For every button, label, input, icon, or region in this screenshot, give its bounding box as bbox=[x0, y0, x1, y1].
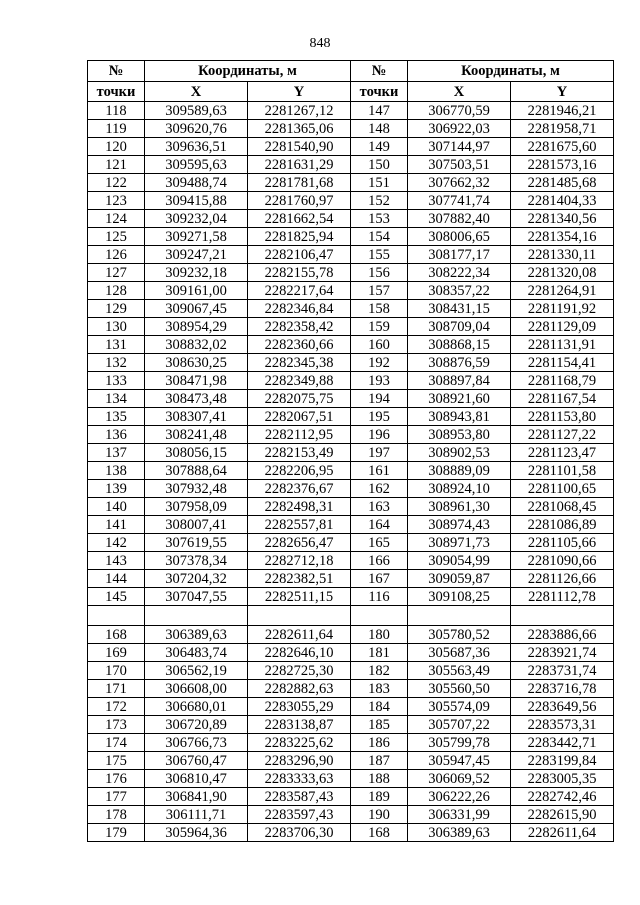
y-coordinate-cell: 2283716,78 bbox=[511, 680, 614, 698]
point-number-cell: 160 bbox=[351, 336, 408, 354]
point-number-cell: 193 bbox=[351, 372, 408, 390]
point-number-cell: 122 bbox=[88, 174, 145, 192]
x-coordinate-cell: 308943,81 bbox=[408, 408, 511, 426]
num-header-right: № bbox=[351, 61, 408, 82]
x-coordinate-cell: 305964,36 bbox=[145, 824, 248, 842]
x-coordinate-cell: 308056,15 bbox=[145, 444, 248, 462]
x-coordinate-cell: 309054,99 bbox=[408, 552, 511, 570]
y-coordinate-cell: 2282067,51 bbox=[248, 408, 351, 426]
point-number-cell: 178 bbox=[88, 806, 145, 824]
x-coordinate-cell: 308471,98 bbox=[145, 372, 248, 390]
table-row bbox=[88, 444, 614, 462]
y-coordinate-cell: 2281086,89 bbox=[511, 516, 614, 534]
x-coordinate-cell: 308924,10 bbox=[408, 480, 511, 498]
y-coordinate-cell: 2281105,66 bbox=[511, 534, 614, 552]
x-coordinate-cell: 308974,43 bbox=[408, 516, 511, 534]
y-coordinate-cell: 2281112,78 bbox=[511, 588, 614, 606]
page-number: 848 bbox=[309, 36, 331, 51]
point-number-cell: 128 bbox=[88, 282, 145, 300]
y-coordinate-cell: 2282382,51 bbox=[248, 570, 351, 588]
y-coordinate-cell: 2281123,47 bbox=[511, 444, 614, 462]
x-coordinate-cell: 306608,00 bbox=[145, 680, 248, 698]
y-coordinate-cell: 2281264,91 bbox=[511, 282, 614, 300]
table-row bbox=[88, 372, 614, 390]
y-coordinate-cell: 2282349,88 bbox=[248, 372, 351, 390]
table-row bbox=[88, 824, 614, 842]
x-coordinate-cell: 306389,63 bbox=[408, 824, 511, 842]
table-row bbox=[88, 174, 614, 192]
x-coordinate-cell: 308241,48 bbox=[145, 426, 248, 444]
point-number-cell: 133 bbox=[88, 372, 145, 390]
table-row bbox=[88, 680, 614, 698]
x-header-left: X bbox=[145, 82, 248, 102]
y-coordinate-cell: 2282153,49 bbox=[248, 444, 351, 462]
y-coordinate-cell: 2283333,63 bbox=[248, 770, 351, 788]
x-coordinate-cell: 306680,01 bbox=[145, 698, 248, 716]
table-row bbox=[88, 716, 614, 734]
table-row bbox=[88, 752, 614, 770]
y-coordinate-cell: 2282376,67 bbox=[248, 480, 351, 498]
y-header-left: Y bbox=[248, 82, 351, 102]
point-number-cell: 140 bbox=[88, 498, 145, 516]
y-coordinate-cell: 2282712,18 bbox=[248, 552, 351, 570]
y-coordinate-cell: 2281946,21 bbox=[511, 102, 614, 120]
y-coordinate-cell: 2283706,30 bbox=[248, 824, 351, 842]
y-coordinate-cell: 2282498,31 bbox=[248, 498, 351, 516]
y-coordinate-cell: 2281825,94 bbox=[248, 228, 351, 246]
x-coordinate-cell: 307958,09 bbox=[145, 498, 248, 516]
x-coordinate-cell: 305799,78 bbox=[408, 734, 511, 752]
x-coordinate-cell: 305574,09 bbox=[408, 698, 511, 716]
table-row bbox=[88, 480, 614, 498]
table-row bbox=[88, 426, 614, 444]
y-coordinate-cell: 2282646,10 bbox=[248, 644, 351, 662]
y-coordinate-cell: 2282217,64 bbox=[248, 282, 351, 300]
point-number-cell: 167 bbox=[351, 570, 408, 588]
x-coordinate-cell: 305560,50 bbox=[408, 680, 511, 698]
y-coordinate-cell: 2282360,66 bbox=[248, 336, 351, 354]
y-coordinate-cell: 2281760,97 bbox=[248, 192, 351, 210]
point-number-cell: 150 bbox=[351, 156, 408, 174]
coords-header-right: Координаты, м bbox=[408, 61, 614, 82]
point-number-cell: 170 bbox=[88, 662, 145, 680]
x-coordinate-cell: 308902,53 bbox=[408, 444, 511, 462]
y-coordinate-cell: 2281330,11 bbox=[511, 246, 614, 264]
point-number-cell: 195 bbox=[351, 408, 408, 426]
x-coordinate-cell: 308222,34 bbox=[408, 264, 511, 282]
y-coordinate-cell: 2282656,47 bbox=[248, 534, 351, 552]
point-number-cell: 136 bbox=[88, 426, 145, 444]
x-coordinate-cell: 309161,00 bbox=[145, 282, 248, 300]
point-number-cell: 184 bbox=[351, 698, 408, 716]
point-number-cell: 126 bbox=[88, 246, 145, 264]
point-number-cell: 179 bbox=[88, 824, 145, 842]
point-number-cell: 129 bbox=[88, 300, 145, 318]
x-coordinate-cell: 308954,29 bbox=[145, 318, 248, 336]
x-coordinate-cell: 308961,30 bbox=[408, 498, 511, 516]
table-row bbox=[88, 662, 614, 680]
y-coordinate-cell: 2282112,95 bbox=[248, 426, 351, 444]
point-number-cell: 189 bbox=[351, 788, 408, 806]
x-coordinate-cell: 307378,34 bbox=[145, 552, 248, 570]
x-coordinate-cell: 308889,09 bbox=[408, 462, 511, 480]
x-header-right: X bbox=[408, 82, 511, 102]
y-coordinate-cell: 2281127,22 bbox=[511, 426, 614, 444]
point-number-cell: 139 bbox=[88, 480, 145, 498]
x-coordinate-cell: 306770,59 bbox=[408, 102, 511, 120]
table-row bbox=[88, 210, 614, 228]
x-coordinate-cell: 306222,26 bbox=[408, 788, 511, 806]
table-row bbox=[88, 698, 614, 716]
point-number-cell: 134 bbox=[88, 390, 145, 408]
x-coordinate-cell: 308897,84 bbox=[408, 372, 511, 390]
point-number-cell: 135 bbox=[88, 408, 145, 426]
table-row bbox=[88, 516, 614, 534]
point-number-cell: 166 bbox=[351, 552, 408, 570]
x-coordinate-cell: 308307,41 bbox=[145, 408, 248, 426]
y-coordinate-cell: 2282155,78 bbox=[248, 264, 351, 282]
y-coordinate-cell: 2281485,68 bbox=[511, 174, 614, 192]
x-coordinate-cell: 308007,41 bbox=[145, 516, 248, 534]
point-number-cell: 138 bbox=[88, 462, 145, 480]
y-coordinate-cell: 2281320,08 bbox=[511, 264, 614, 282]
x-coordinate-cell: 305947,45 bbox=[408, 752, 511, 770]
table-row bbox=[88, 788, 614, 806]
num-header-left: № bbox=[88, 61, 145, 82]
x-coordinate-cell: 308473,48 bbox=[145, 390, 248, 408]
y-coordinate-cell: 2282611,64 bbox=[248, 626, 351, 644]
point-number-cell: 175 bbox=[88, 752, 145, 770]
point-number-cell: 194 bbox=[351, 390, 408, 408]
point-number-cell: 137 bbox=[88, 444, 145, 462]
point-number-cell: 143 bbox=[88, 552, 145, 570]
table-row bbox=[88, 644, 614, 662]
table-row bbox=[88, 570, 614, 588]
y-coordinate-cell: 2283005,35 bbox=[511, 770, 614, 788]
table-row bbox=[88, 552, 614, 570]
y-coordinate-cell: 2281168,79 bbox=[511, 372, 614, 390]
point-number-cell: 165 bbox=[351, 534, 408, 552]
x-coordinate-cell: 308630,25 bbox=[145, 354, 248, 372]
x-coordinate-cell: 307204,32 bbox=[145, 570, 248, 588]
x-coordinate-cell: 307619,55 bbox=[145, 534, 248, 552]
point-number-cell: 124 bbox=[88, 210, 145, 228]
x-coordinate-cell: 308832,02 bbox=[145, 336, 248, 354]
x-coordinate-cell: 307882,40 bbox=[408, 210, 511, 228]
blank-row bbox=[88, 606, 614, 626]
y-coordinate-cell: 2282615,90 bbox=[511, 806, 614, 824]
x-coordinate-cell: 308357,22 bbox=[408, 282, 511, 300]
point-number-cell: 149 bbox=[351, 138, 408, 156]
point-number-cell: 151 bbox=[351, 174, 408, 192]
y-coordinate-cell: 2282106,47 bbox=[248, 246, 351, 264]
x-coordinate-cell: 309059,87 bbox=[408, 570, 511, 588]
y-coordinate-cell: 2281191,92 bbox=[511, 300, 614, 318]
x-coordinate-cell: 306720,89 bbox=[145, 716, 248, 734]
x-coordinate-cell: 306069,52 bbox=[408, 770, 511, 788]
point-number-cell: 131 bbox=[88, 336, 145, 354]
y-coordinate-cell: 2281267,12 bbox=[248, 102, 351, 120]
point-number-cell: 121 bbox=[88, 156, 145, 174]
point-number-cell: 144 bbox=[88, 570, 145, 588]
x-coordinate-cell: 309620,76 bbox=[145, 120, 248, 138]
y-coordinate-cell: 2281675,60 bbox=[511, 138, 614, 156]
y-coordinate-cell: 2282345,38 bbox=[248, 354, 351, 372]
point-number-cell: 158 bbox=[351, 300, 408, 318]
point-number-cell: 168 bbox=[351, 824, 408, 842]
table-row bbox=[88, 300, 614, 318]
y-coordinate-cell: 2283199,84 bbox=[511, 752, 614, 770]
table-row bbox=[88, 588, 614, 606]
y-coordinate-cell: 2282611,64 bbox=[511, 824, 614, 842]
x-coordinate-cell: 307932,48 bbox=[145, 480, 248, 498]
table-row bbox=[88, 770, 614, 788]
point-number-cell: 142 bbox=[88, 534, 145, 552]
point-number-cell: 132 bbox=[88, 354, 145, 372]
table-row bbox=[88, 318, 614, 336]
y-coordinate-cell: 2281958,71 bbox=[511, 120, 614, 138]
x-coordinate-cell: 306810,47 bbox=[145, 770, 248, 788]
x-coordinate-cell: 309067,45 bbox=[145, 300, 248, 318]
y-coordinate-cell: 2283649,56 bbox=[511, 698, 614, 716]
y-coordinate-cell: 2281781,68 bbox=[248, 174, 351, 192]
table-row bbox=[88, 390, 614, 408]
table-row bbox=[88, 806, 614, 824]
x-coordinate-cell: 308953,80 bbox=[408, 426, 511, 444]
y-coordinate-cell: 2281154,41 bbox=[511, 354, 614, 372]
table-row bbox=[88, 336, 614, 354]
point-number-cell: 181 bbox=[351, 644, 408, 662]
point-number-cell: 127 bbox=[88, 264, 145, 282]
point-number-cell: 125 bbox=[88, 228, 145, 246]
x-coordinate-cell: 306483,74 bbox=[145, 644, 248, 662]
x-coordinate-cell: 308177,17 bbox=[408, 246, 511, 264]
coordinates-block-2 bbox=[88, 626, 614, 842]
x-coordinate-cell: 306841,90 bbox=[145, 788, 248, 806]
x-coordinate-cell: 308971,73 bbox=[408, 534, 511, 552]
point-number-cell: 154 bbox=[351, 228, 408, 246]
point-number-cell: 176 bbox=[88, 770, 145, 788]
table-row bbox=[88, 354, 614, 372]
y-coordinate-cell: 2283138,87 bbox=[248, 716, 351, 734]
y-coordinate-cell: 2281101,58 bbox=[511, 462, 614, 480]
table-row bbox=[88, 192, 614, 210]
x-coordinate-cell: 306760,47 bbox=[145, 752, 248, 770]
y-coordinate-cell: 2281573,16 bbox=[511, 156, 614, 174]
table-row bbox=[88, 282, 614, 300]
x-coordinate-cell: 309488,74 bbox=[145, 174, 248, 192]
y-coordinate-cell: 2281129,09 bbox=[511, 318, 614, 336]
x-coordinate-cell: 305687,36 bbox=[408, 644, 511, 662]
y-coordinate-cell: 2283921,74 bbox=[511, 644, 614, 662]
x-coordinate-cell: 307888,64 bbox=[145, 462, 248, 480]
table-row bbox=[88, 462, 614, 480]
table-row bbox=[88, 498, 614, 516]
y-coordinate-cell: 2281167,54 bbox=[511, 390, 614, 408]
point-number-cell: 177 bbox=[88, 788, 145, 806]
point-number-cell: 162 bbox=[351, 480, 408, 498]
point-number-cell: 172 bbox=[88, 698, 145, 716]
x-coordinate-cell: 308921,60 bbox=[408, 390, 511, 408]
table-row bbox=[88, 264, 614, 282]
point-number-cell: 164 bbox=[351, 516, 408, 534]
table-row bbox=[88, 626, 614, 644]
y-coordinate-cell: 2281404,33 bbox=[511, 192, 614, 210]
x-coordinate-cell: 308876,59 bbox=[408, 354, 511, 372]
x-coordinate-cell: 308868,15 bbox=[408, 336, 511, 354]
table-row bbox=[88, 120, 614, 138]
y-coordinate-cell: 2281365,06 bbox=[248, 120, 351, 138]
point-number-cell: 169 bbox=[88, 644, 145, 662]
x-coordinate-cell: 306766,73 bbox=[145, 734, 248, 752]
coords-header-left: Координаты, м bbox=[145, 61, 351, 82]
point-number-cell: 118 bbox=[88, 102, 145, 120]
y-coordinate-cell: 2282725,30 bbox=[248, 662, 351, 680]
point-number-cell: 168 bbox=[88, 626, 145, 644]
y-coordinate-cell: 2281153,80 bbox=[511, 408, 614, 426]
point-number-cell: 174 bbox=[88, 734, 145, 752]
y-coordinate-cell: 2282557,81 bbox=[248, 516, 351, 534]
x-coordinate-cell: 307741,74 bbox=[408, 192, 511, 210]
y-coordinate-cell: 2282206,95 bbox=[248, 462, 351, 480]
y-coordinate-cell: 2283442,71 bbox=[511, 734, 614, 752]
point-number-cell: 163 bbox=[351, 498, 408, 516]
x-coordinate-cell: 309595,63 bbox=[145, 156, 248, 174]
y-coordinate-cell: 2281100,65 bbox=[511, 480, 614, 498]
point-number-cell: 145 bbox=[88, 588, 145, 606]
table-row bbox=[88, 138, 614, 156]
table-row bbox=[88, 734, 614, 752]
table-row bbox=[88, 534, 614, 552]
x-coordinate-cell: 308709,04 bbox=[408, 318, 511, 336]
y-coordinate-cell: 2281340,56 bbox=[511, 210, 614, 228]
point-number-cell: 123 bbox=[88, 192, 145, 210]
point-label-left: точки bbox=[88, 82, 145, 102]
y-coordinate-cell: 2281662,54 bbox=[248, 210, 351, 228]
point-number-cell: 182 bbox=[351, 662, 408, 680]
y-coordinate-cell: 2283296,90 bbox=[248, 752, 351, 770]
x-coordinate-cell: 306922,03 bbox=[408, 120, 511, 138]
point-number-cell: 148 bbox=[351, 120, 408, 138]
point-number-cell: 190 bbox=[351, 806, 408, 824]
x-coordinate-cell: 309108,25 bbox=[408, 588, 511, 606]
point-number-cell: 155 bbox=[351, 246, 408, 264]
x-coordinate-cell: 305563,49 bbox=[408, 662, 511, 680]
point-number-cell: 161 bbox=[351, 462, 408, 480]
y-coordinate-cell: 2281540,90 bbox=[248, 138, 351, 156]
x-coordinate-cell: 309247,21 bbox=[145, 246, 248, 264]
point-number-cell: 156 bbox=[351, 264, 408, 282]
point-number-cell: 192 bbox=[351, 354, 408, 372]
coordinates-block-1 bbox=[88, 102, 614, 606]
x-coordinate-cell: 309636,51 bbox=[145, 138, 248, 156]
point-number-cell: 120 bbox=[88, 138, 145, 156]
y-coordinate-cell: 2281354,16 bbox=[511, 228, 614, 246]
x-coordinate-cell: 308006,65 bbox=[408, 228, 511, 246]
table-row bbox=[88, 156, 614, 174]
x-coordinate-cell: 307047,55 bbox=[145, 588, 248, 606]
x-coordinate-cell: 307144,97 bbox=[408, 138, 511, 156]
point-number-cell: 119 bbox=[88, 120, 145, 138]
point-number-cell: 159 bbox=[351, 318, 408, 336]
y-coordinate-cell: 2282511,15 bbox=[248, 588, 351, 606]
x-coordinate-cell: 306111,71 bbox=[145, 806, 248, 824]
point-number-cell: 183 bbox=[351, 680, 408, 698]
point-label-right: точки bbox=[351, 82, 408, 102]
x-coordinate-cell: 306389,63 bbox=[145, 626, 248, 644]
point-number-cell: 157 bbox=[351, 282, 408, 300]
point-number-cell: 180 bbox=[351, 626, 408, 644]
point-number-cell: 141 bbox=[88, 516, 145, 534]
x-coordinate-cell: 307662,32 bbox=[408, 174, 511, 192]
point-number-cell: 171 bbox=[88, 680, 145, 698]
x-coordinate-cell: 305707,22 bbox=[408, 716, 511, 734]
x-coordinate-cell: 306562,19 bbox=[145, 662, 248, 680]
y-coordinate-cell: 2283573,31 bbox=[511, 716, 614, 734]
y-coordinate-cell: 2283886,66 bbox=[511, 626, 614, 644]
point-number-cell: 173 bbox=[88, 716, 145, 734]
x-coordinate-cell: 309415,88 bbox=[145, 192, 248, 210]
point-number-cell: 187 bbox=[351, 752, 408, 770]
point-number-cell: 153 bbox=[351, 210, 408, 228]
table-row bbox=[88, 228, 614, 246]
point-number-cell: 196 bbox=[351, 426, 408, 444]
point-number-cell: 186 bbox=[351, 734, 408, 752]
y-coordinate-cell: 2281631,29 bbox=[248, 156, 351, 174]
y-coordinate-cell: 2282882,63 bbox=[248, 680, 351, 698]
table-row bbox=[88, 102, 614, 120]
table-row bbox=[88, 408, 614, 426]
y-coordinate-cell: 2282346,84 bbox=[248, 300, 351, 318]
x-coordinate-cell: 306331,99 bbox=[408, 806, 511, 824]
x-coordinate-cell: 308431,15 bbox=[408, 300, 511, 318]
y-coordinate-cell: 2281131,91 bbox=[511, 336, 614, 354]
x-coordinate-cell: 309232,18 bbox=[145, 264, 248, 282]
x-coordinate-cell: 309271,58 bbox=[145, 228, 248, 246]
x-coordinate-cell: 305780,52 bbox=[408, 626, 511, 644]
y-coordinate-cell: 2283587,43 bbox=[248, 788, 351, 806]
x-coordinate-cell: 309589,63 bbox=[145, 102, 248, 120]
point-number-cell: 185 bbox=[351, 716, 408, 734]
coordinates-gap bbox=[88, 606, 614, 626]
coordinates-table bbox=[87, 60, 614, 842]
y-coordinate-cell: 2282358,42 bbox=[248, 318, 351, 336]
point-number-cell: 152 bbox=[351, 192, 408, 210]
y-coordinate-cell: 2283597,43 bbox=[248, 806, 351, 824]
x-coordinate-cell: 307503,51 bbox=[408, 156, 511, 174]
y-coordinate-cell: 2283731,74 bbox=[511, 662, 614, 680]
y-coordinate-cell: 2282075,75 bbox=[248, 390, 351, 408]
x-coordinate-cell: 309232,04 bbox=[145, 210, 248, 228]
point-number-cell: 188 bbox=[351, 770, 408, 788]
table-row bbox=[88, 246, 614, 264]
y-coordinate-cell: 2282742,46 bbox=[511, 788, 614, 806]
y-coordinate-cell: 2283225,62 bbox=[248, 734, 351, 752]
point-number-cell: 147 bbox=[351, 102, 408, 120]
y-coordinate-cell: 2281068,45 bbox=[511, 498, 614, 516]
point-number-cell: 197 bbox=[351, 444, 408, 462]
y-coordinate-cell: 2281126,66 bbox=[511, 570, 614, 588]
y-coordinate-cell: 2281090,66 bbox=[511, 552, 614, 570]
y-coordinate-cell: 2283055,29 bbox=[248, 698, 351, 716]
point-number-cell: 130 bbox=[88, 318, 145, 336]
point-number-cell: 116 bbox=[351, 588, 408, 606]
y-header-right: Y bbox=[511, 82, 614, 102]
